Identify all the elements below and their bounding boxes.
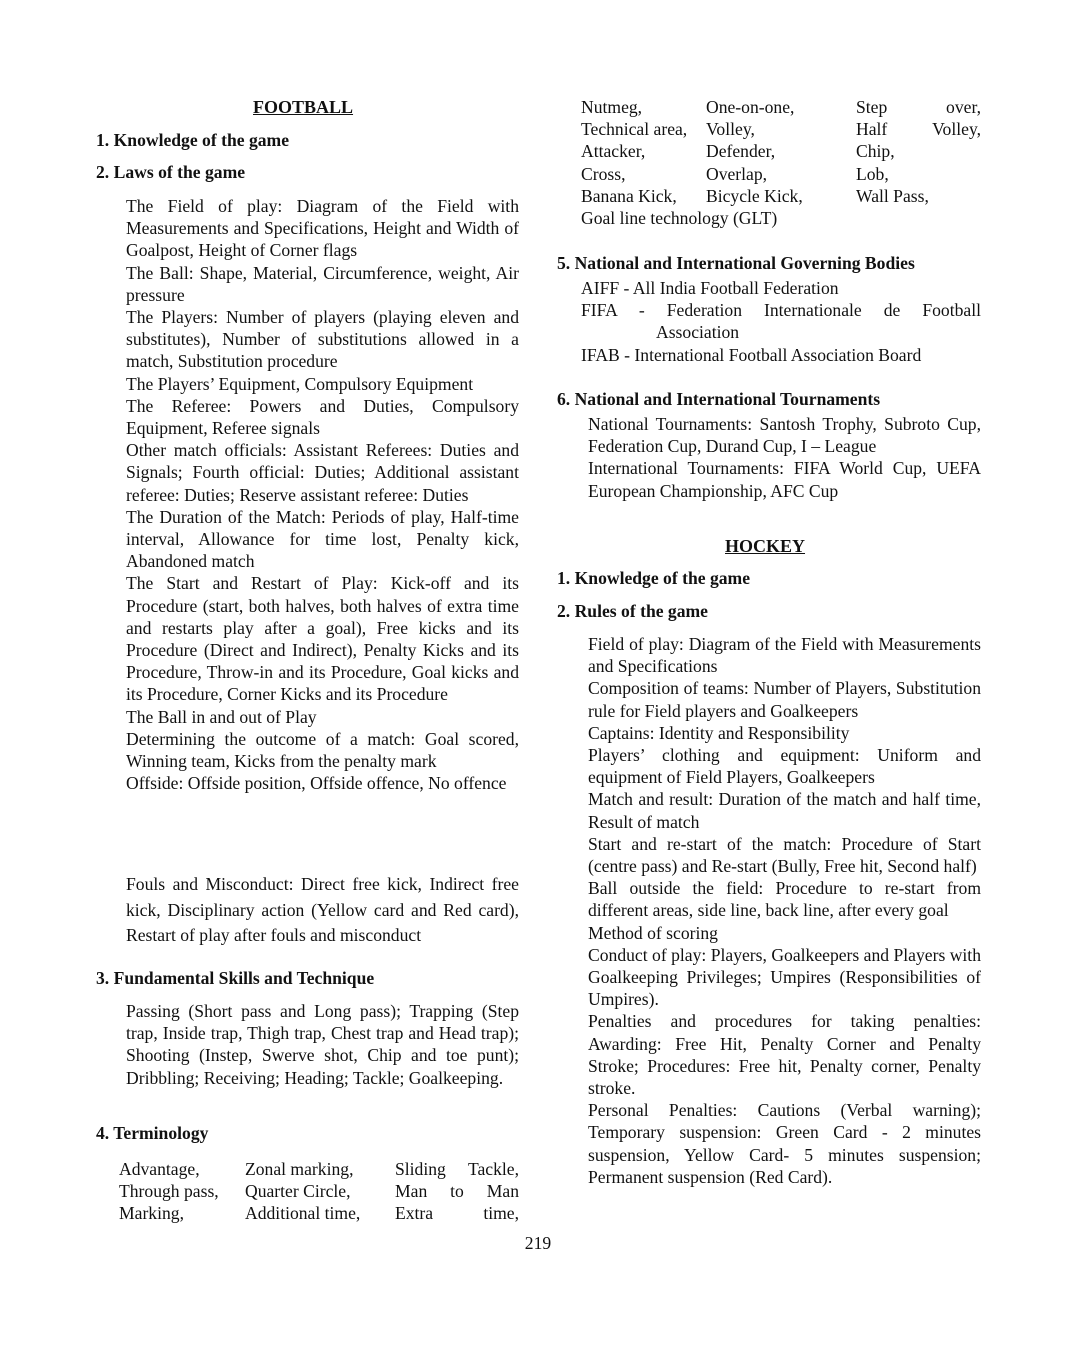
rule-item: Personal Penalties: Cautions (Verbal warning); Temporary suspension: Green Card - 2 minutes suspension, Yellow Card- 5 minutes suspension; Permanent suspension (Red Card).: [588, 1100, 981, 1187]
term: Overlap,: [706, 163, 768, 184]
hockey-heading-rules: 2. Rules of the game: [557, 601, 708, 621]
football-heading-tournaments: 6. National and International Tournaments: [557, 389, 881, 409]
term: Attacker,: [581, 141, 646, 162]
law-item: The Referee: Powers and Duties, Compulsory Equipment, Referee signals: [126, 395, 519, 439]
football-heading-terminology: 4. Terminology: [96, 1123, 209, 1143]
rule-item: Composition of teams: Number of Players, Substitution rule for Field players and Goalkeepers: [588, 678, 981, 721]
term: Marking,: [119, 1203, 184, 1224]
term: One-on-one,: [706, 97, 795, 117]
football-heading-skills: 3. Fundamental Skills and Technique: [96, 968, 375, 988]
law-item: The Field of play: Diagram of the Field with Measurements and Specifications, Height and Width of Goalpost, Height of Corner flags: [126, 196, 519, 261]
football-heading-knowledge: 1. Knowledge of the game: [96, 130, 290, 150]
term: Cross,: [581, 163, 626, 184]
body-ifab: IFAB - International Football Association Board: [581, 345, 922, 365]
football-heading-laws: 2. Laws of the game: [96, 162, 246, 182]
term-last: Goal line technology (GLT): [581, 208, 778, 228]
term: Through pass,: [119, 1181, 219, 1202]
hockey-title: HOCKEY: [725, 536, 806, 556]
law-item: Determining the outcome of a match: Goal scored, Winning team, Kicks from the penalty mark: [126, 728, 519, 772]
term: Quarter Circle,: [245, 1181, 351, 1202]
law-item: The Ball in and out of Play: [126, 706, 317, 727]
rule-item: Start and re-start of the match: Procedure of Start (centre pass) and Re-start (Bully, Free hit, Second half): [588, 833, 981, 877]
rule-item: Penalties and procedures for taking penalties: Awarding: Free Hit, Penalty Corner and Penalty Stroke; Procedures: Free hit, Penalty corner, Penalty stroke.: [588, 1011, 981, 1099]
football-title: FOOTBALL: [253, 97, 354, 117]
term: Volley,: [706, 119, 755, 140]
football-fouls: Fouls and Misconduct: Direct free kick, Indirect free kick, Disciplinary action (Yellow card and Red card), Restart of play after fouls and misconduct: [126, 874, 519, 945]
term: Zonal marking,: [245, 1159, 354, 1179]
rule-item: Ball outside the field: Procedure to re-start from different areas, side line, back line, after every goal: [588, 878, 981, 921]
term: Step over,: [856, 97, 981, 117]
terminology-table-right: [581, 96, 981, 207]
law-item: The Ball: Shape, Material, Circumference, weight, Air pressure: [126, 262, 519, 305]
term: Chip,: [856, 141, 895, 162]
hockey-heading-knowledge: 1. Knowledge of the game: [557, 568, 751, 588]
body-aiff: AIFF - All India Football Federation: [581, 278, 839, 298]
rule-item: Players’ clothing and equipment: Uniform and equipment of Field Players, Goalkeepers: [588, 745, 981, 788]
term: Nutmeg,: [581, 97, 643, 117]
football-laws-list: [126, 195, 519, 794]
page-number: 219: [524, 1233, 552, 1253]
football-heading-governing-bodies: 5. National and International Governing Bodies: [557, 253, 915, 273]
term: Advantage,: [119, 1159, 200, 1179]
law-item: The Duration of the Match: Periods of play, Half-time interval, Allowance for time lost, Penalty kick, Abandoned match: [126, 506, 519, 572]
term: Bicycle Kick,: [706, 185, 803, 206]
term: Lob,: [856, 163, 889, 184]
term: Defender,: [706, 141, 776, 162]
rule-item: Conduct of play: Players, Goalkeepers and Players with Goalkeeping Privileges; Umpires (Responsibilities of Umpires).: [588, 944, 981, 1010]
tournaments-list: [588, 413, 981, 502]
football-skills: Passing (Short pass and Long pass); Trapping (Step trap, Inside trap, Thigh trap, Chest trap and Head trap); Shooting (Instep, Swerve shot, Chip and toe punt); Dribbling; Receiving; Heading; Tackle; Goalkeeping.: [126, 1001, 519, 1088]
law-item: The Start and Restart of Play: Kick-off and its Procedure (start, both halves, both halves of extra time and restarts play after a goal), Free kicks and its Procedure (Direct and Indirect), Penalty Kicks and its Procedure, Throw-in and its Procedure, Goal kicks and its Procedure, Corner Kicks and its Procedure: [126, 573, 519, 705]
body-fifa-cont: Association: [656, 322, 740, 342]
term: Half Volley,: [856, 119, 981, 140]
term: Banana Kick,: [581, 185, 677, 206]
rule-item: Captains: Identity and Responsibility: [588, 722, 850, 743]
term: Wall Pass,: [856, 185, 929, 206]
term: Extra time,: [395, 1203, 519, 1224]
rule-item: Match and result: Duration of the match and half time, Result of match: [588, 789, 981, 832]
hockey-rules-list: [588, 633, 981, 1188]
terminology-table-left: [119, 1158, 519, 1225]
law-item: The Players: Number of players (playing eleven and substitutes), Number of substitutions allowed in a match, Substitution procedure: [126, 307, 519, 372]
rule-item: Field of play: Diagram of the Field with Measurements and Specifications: [588, 634, 981, 677]
term: Additional time,: [245, 1203, 361, 1224]
term: Man to Man: [395, 1181, 519, 1202]
law-item: Other match officials: Assistant Referees: Duties and Signals; Fourth official: Duties; Additional assistant referee: Duties; Reserve assistant referee: Duties: [126, 440, 519, 505]
rule-item: Method of scoring: [588, 922, 718, 943]
tournament-item: National Tournaments: Santosh Trophy, Subroto Cup, Federation Cup, Durand Cup, I – League: [588, 414, 981, 457]
tournament-item: International Tournaments: FIFA World Cup, UEFA European Championship, AFC Cup: [588, 458, 981, 501]
term: Sliding Tackle,: [395, 1159, 519, 1179]
law-item: Offside: Offside position, Offside offence, No offence: [126, 773, 507, 794]
law-item: The Players’ Equipment, Compulsory Equipment: [126, 373, 474, 394]
term: Technical area,: [581, 119, 688, 140]
body-fifa: FIFA - Federation Internationale de Football: [581, 300, 981, 320]
